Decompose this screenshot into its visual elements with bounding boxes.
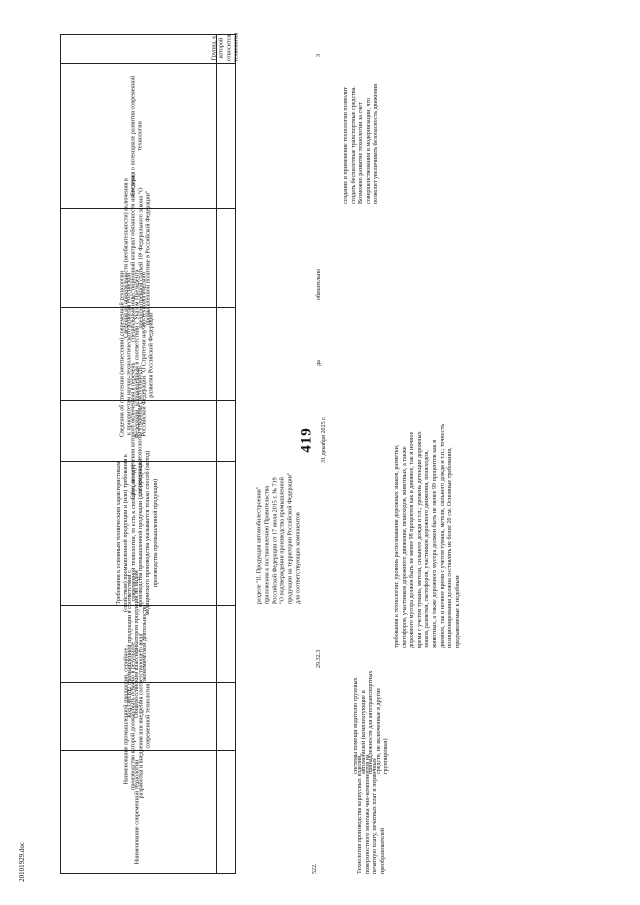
header-prospects: Сведения о потенциале развития современной технологии: [130, 75, 144, 197]
page-number: 419: [298, 427, 315, 453]
divider: [60, 63, 236, 64]
row-okpd: 29.32.3: [316, 649, 323, 668]
row-deadline: 31 декабря 2025 г.: [321, 416, 328, 463]
header-product: Наименование промышленной продукции, серийное производство которой должно быть освоено в результате разработки и внедрения или внедрения соответствующего вида современной технологии: [123, 633, 152, 799]
header-okpd: Код ОКПД2 промышленной продукции в соответствии с Общероссийским классификатором продукции по видам экономической деятельности: [127, 570, 148, 718]
header-deadline: Срок, по истечении которого включенная в перечень современная технология утрачивает актуальность: [130, 362, 144, 500]
row-prospects: создание и применение технологии позволит создать беспилотные транспортные средства. Возможно развитие технологии за счет совершенствования и модернизации, что позволит увеличивать безопасность движения: [342, 84, 380, 204]
row-requirements: требования к технологии: уровень распознавания дорожных знаков, разметки, светофоров, участников дорожного движения, пешеходов, животных, а также дорожного мусора должен быть не менее 98 процентов как в дневное, так и ночное время с учетом тумана, метели, сильного дождя и т.п.; уровень детекции дорожных знаков, разметки, светофоров, участников дорожного движения, пешеходов, животных, а также дорожного мусора должен быть не менее 99 процентов как в дневное, так и ночное время с учетом тумана, метели, сильного дождя и т.п.; точность позиционирования должна составлять не более 20 см. Основные требования, предъявляемые к подобным: [393, 423, 461, 648]
row-priorities: да: [316, 360, 323, 366]
continued-requirements: разделе "II. Продукция автомобилестроения" приложения к постановлению Правительства Российской Федерации от 17 июля 2015 г. № 719 "О подтверждении производства промышленной продукции на территории Российской Федерации" для соответствующих компонентов: [256, 472, 302, 604]
row-tech: Технология производства корпусных изделий, поверхностного монтажа чип-компонентов на печатную плату, печатных плат и первичных преобразователей: [356, 754, 386, 874]
document-filename: 20101929.doc: [18, 842, 26, 882]
header-group: Группа, к которой относится технология: [211, 32, 240, 62]
row-group: 3: [316, 53, 323, 57]
header-tech: Наименование современной технологии: [134, 759, 141, 865]
row-product: системы помощи водителю грузовых автомобилей (комплектующие и принадлежности для автотранспортных средств, не включенные в другие группировки): [352, 670, 390, 774]
row-obligations: обязательно: [316, 268, 323, 300]
header-obligations: Сведения об обязательности (необязательности) включения в специальный инвестиционный контракт обязанности инвестора, предусмотренной статьей 18¹ Федерального закона "О промышленной политике в Российской Федерации": [123, 174, 152, 342]
header-priorities: Сведения об отнесении (неотнесении) современной технологии к приоритетам научно-технологического развития Российской Федерации, установленным в соответствии с Указом Президента Российской Федерации "О Стратегии научно-технологического развития Российской Федерации": [119, 269, 155, 439]
row-number: 522.: [312, 863, 319, 874]
divider: [216, 34, 217, 874]
header-requirements: Требования к основным техническим характеристикам (свойствам) промышленной продукции и (или) требования к современной технологии, то есть к способу (методу) производства промышленной продукции (для продукции медицинского производства указывается только способ (метод) производства промышленной продукции): [116, 450, 159, 616]
